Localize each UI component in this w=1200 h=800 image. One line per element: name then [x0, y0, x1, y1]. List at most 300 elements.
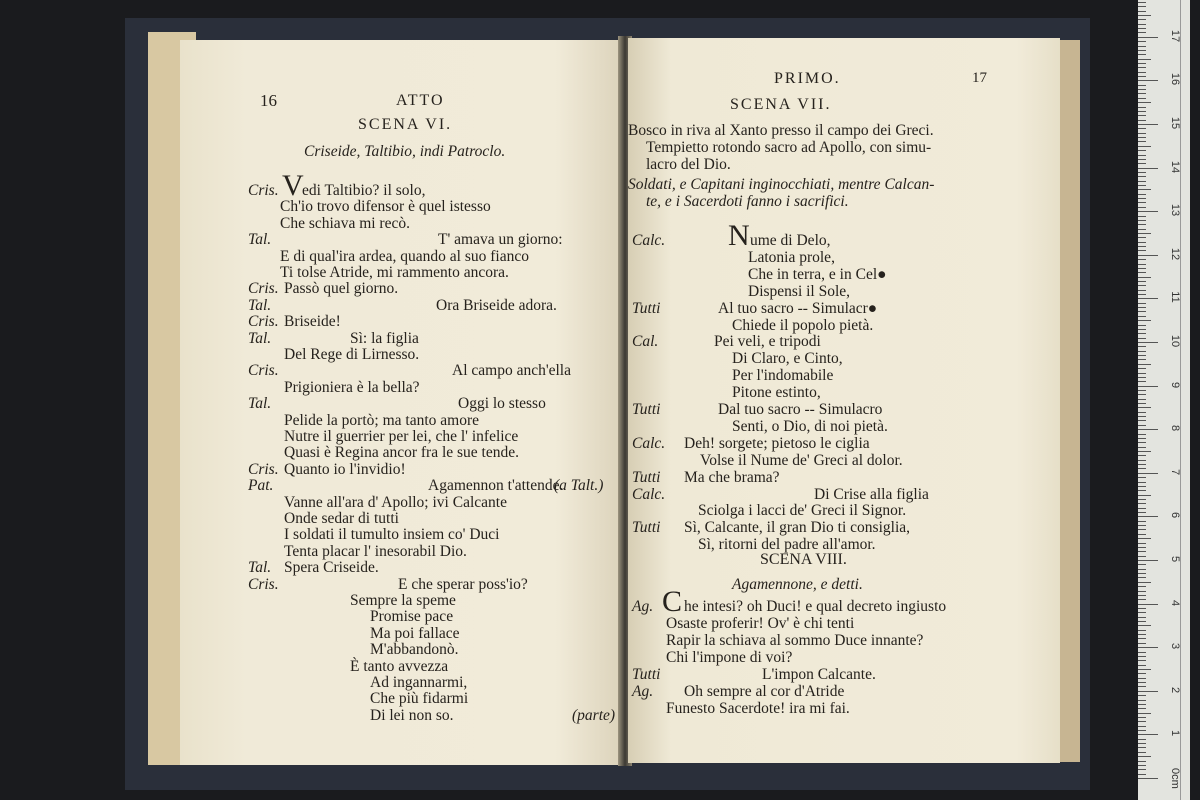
ruler-tick — [1138, 686, 1146, 687]
ruler-tick — [1138, 202, 1146, 203]
ruler-tick — [1138, 503, 1146, 504]
ruler-tick — [1138, 678, 1146, 679]
ruler-label: 13 — [1169, 204, 1181, 217]
speaker-label: Tutti — [632, 519, 661, 537]
ruler-tick — [1138, 80, 1158, 81]
dialogue-line: Chiede il popolo pietà. — [732, 316, 874, 334]
ruler-tick — [1138, 656, 1146, 657]
ruler-tick — [1138, 89, 1146, 90]
ruler-tick — [1138, 329, 1146, 330]
dialogue-line: Volse il Nume de' Greci al dolor. — [700, 451, 903, 469]
speaker-label: Calc. — [632, 485, 666, 503]
ruler-tick — [1138, 425, 1146, 426]
ruler-tick — [1138, 224, 1146, 225]
ruler-tick — [1138, 163, 1146, 164]
ruler-label: 0cm — [1169, 768, 1181, 789]
ruler-tick — [1138, 46, 1146, 47]
speaker-label: Cris. — [248, 280, 279, 298]
stage-note: (a Talt.) — [554, 477, 604, 495]
dialogue-line: Spera Criseide. — [284, 559, 379, 577]
dialogue-line: M'abbandonò. — [370, 641, 459, 659]
ruler-tick — [1138, 447, 1146, 448]
ruler-tick — [1138, 325, 1146, 326]
ruler-tick — [1138, 172, 1146, 173]
speaker-label: Tal. — [248, 329, 272, 347]
ruler-tick — [1138, 41, 1146, 42]
ruler-tick — [1138, 264, 1146, 265]
ruler-tick — [1138, 747, 1146, 748]
ruler-tick — [1138, 477, 1146, 478]
ruler-label: 14 — [1169, 160, 1181, 173]
ruler-tick — [1138, 695, 1146, 696]
ruler-tick — [1138, 111, 1146, 112]
ruler-tick — [1138, 63, 1146, 64]
ruler-label: 15 — [1169, 116, 1181, 130]
ruler-tick — [1138, 586, 1146, 587]
dialogue-line: Nutre il guerrier per lei, che l' infelice — [284, 428, 519, 445]
speaker-label: Cal. — [632, 333, 659, 351]
ruler-tick — [1138, 399, 1146, 400]
ruler-tick — [1138, 76, 1146, 77]
scene-title-vii: SCENA VII. — [730, 96, 832, 113]
dialogue-line: Pelide la portò; ma tanto amore — [284, 411, 479, 429]
dialogue-line: Briseide! — [284, 313, 341, 331]
ruler-tick — [1138, 486, 1146, 487]
speaker-label: Cris. — [248, 460, 279, 478]
ruler-tick — [1138, 516, 1158, 517]
ruler-tick — [1138, 320, 1151, 321]
dialogue-line: ume di Delo, — [750, 232, 831, 249]
ruler-tick — [1138, 342, 1158, 343]
ruler-tick — [1138, 660, 1146, 661]
ruler-tick — [1138, 390, 1146, 391]
ruler-tick — [1138, 647, 1158, 648]
ruler-tick — [1138, 482, 1146, 483]
ruler-tick — [1138, 141, 1146, 142]
speaker-label: Cris. — [248, 575, 279, 593]
dialogue-line: Ma che brama? — [684, 468, 780, 486]
ruler-tick — [1138, 756, 1151, 757]
ruler-tick — [1138, 285, 1146, 286]
dialogue-line: Che in terra, e in Cel● — [748, 265, 887, 283]
ruler-tick — [1138, 429, 1158, 430]
ruler-label: 10 — [1169, 334, 1181, 348]
ruler-tick — [1138, 612, 1146, 613]
ruler-tick — [1138, 573, 1146, 574]
ruler-tick — [1138, 438, 1146, 439]
ruler-tick — [1138, 373, 1146, 374]
ruler-tick — [1138, 708, 1146, 709]
ruler-tick — [1138, 115, 1146, 116]
ruler-tick — [1138, 368, 1146, 369]
ruler-tick — [1138, 386, 1158, 387]
left-page — [180, 40, 622, 765]
ruler-tick — [1138, 150, 1146, 151]
dialogue-line: Dal tuo sacro -- Simulacro — [718, 401, 883, 418]
ruler-tick — [1138, 50, 1146, 51]
running-head-right: PRIMO. — [774, 70, 841, 87]
dialogue-line: Del Rege di Lirnesso. — [284, 346, 420, 363]
speaker-label: Tutti — [632, 299, 661, 317]
ruler-tick — [1138, 726, 1146, 727]
ruler-tick — [1138, 704, 1146, 705]
ruler-label: 7 — [1169, 468, 1181, 475]
ruler-tick — [1138, 207, 1146, 208]
ruler-tick — [1138, 529, 1146, 530]
ruler-tick — [1138, 351, 1146, 352]
ruler-tick — [1138, 259, 1146, 260]
ruler-tick — [1138, 682, 1146, 683]
ruler-tick — [1138, 717, 1146, 718]
ruler-tick — [1138, 303, 1146, 304]
ruler-tick — [1138, 277, 1151, 278]
dialogue-line: Promise pace — [370, 608, 454, 626]
ruler-tick — [1138, 652, 1146, 653]
ruler-tick — [1138, 2, 1146, 3]
speaker-label: Calc. — [632, 232, 666, 249]
ruler-tick — [1138, 229, 1146, 230]
ruler-tick — [1138, 32, 1146, 33]
ruler-label: 5 — [1169, 555, 1181, 563]
ruler-tick — [1138, 713, 1151, 714]
ruler-tick — [1138, 107, 1146, 108]
ruler-label: 1 — [1169, 730, 1181, 737]
ruler-tick — [1138, 216, 1146, 217]
page-number-left: 16 — [260, 91, 277, 110]
setting-line: Tempietto rotondo sacro ad Apollo, con simu- — [646, 139, 932, 156]
ruler-tick — [1138, 634, 1146, 635]
ruler-label: 9 — [1169, 381, 1181, 388]
ruler-tick — [1138, 490, 1146, 491]
ruler-tick — [1138, 137, 1146, 138]
speaker-label: Tutti — [632, 468, 661, 486]
ruler-tick — [1138, 560, 1158, 561]
ruler-tick — [1138, 338, 1146, 339]
ruler-tick — [1138, 730, 1146, 731]
dialogue-line: Che schiava mi recò. — [280, 214, 410, 232]
ruler-tick — [1138, 700, 1146, 701]
dialogue-line: L'impon Calcante. — [762, 666, 876, 683]
dialogue-line: Sempre la speme — [350, 592, 456, 609]
ruler-tick — [1138, 168, 1158, 169]
ruler-tick — [1138, 6, 1146, 7]
ruler-tick — [1138, 752, 1146, 753]
ruler-label: 16 — [1169, 73, 1181, 86]
ruler-tick — [1138, 621, 1146, 622]
dialogue-line: È tanto avvezza — [350, 657, 449, 675]
dialogue-line: E che sperar poss'io? — [398, 575, 528, 593]
ruler-tick — [1138, 294, 1146, 295]
speaker-label: Cris. — [248, 313, 279, 331]
dialogue-line: Deh! sorgete; pietoso le ciglia — [684, 434, 870, 452]
ruler-tick — [1138, 194, 1146, 195]
ruler-tick — [1138, 577, 1146, 578]
ruler-tick — [1138, 407, 1151, 408]
dialogue-line: Pitone estinto, — [732, 384, 821, 402]
ruler-tick — [1138, 420, 1146, 421]
dialogue-line: Funesto Sacerdote! ira mi fai. — [666, 700, 850, 717]
ruler-tick — [1138, 185, 1146, 186]
dialogue-line: Chi l'impone di voi? — [666, 649, 793, 666]
dialogue-line: Tenta placar l' inesorabil Dio. — [284, 542, 467, 560]
dialogue-line: Senti, o Dio, di noi pietà. — [732, 417, 888, 435]
ruler-tick — [1138, 281, 1146, 282]
dialogue-line: Agamennon t'attende. — [428, 477, 564, 495]
ruler-tick — [1138, 403, 1146, 404]
ruler-tick — [1138, 346, 1146, 347]
dialogue-line: Sciolga i lacci de' Greci il Signor. — [698, 502, 907, 520]
speaker-label: Tal. — [248, 395, 272, 413]
dialogue-line: Per l'indomabile — [732, 367, 834, 385]
setting-line: Bosco in riva al Xanto presso il campo dei Greci. — [628, 122, 934, 139]
speaker-label: Pat. — [248, 477, 274, 495]
setting-line: lacro del Dio. — [646, 156, 731, 173]
ruler-tick — [1138, 181, 1146, 182]
dialogue-line: Passò quel giorno. — [284, 280, 399, 298]
ruler-tick — [1138, 765, 1146, 766]
dialogue-line: Ad ingannarmi, — [370, 674, 468, 691]
ruler-tick — [1138, 133, 1146, 134]
ruler-label: 11 — [1169, 291, 1181, 304]
ruler-tick — [1138, 176, 1146, 177]
scene-title-viii: SCENA VIII. — [760, 551, 847, 568]
ruler-tick — [1138, 508, 1146, 509]
dialogue-line: T' amava un giorno: — [438, 231, 563, 249]
dialogue-line: Di Crise alla figlia — [814, 485, 929, 503]
speaker-label: Tal. — [248, 296, 272, 314]
ruler-tick — [1138, 359, 1146, 360]
ruler-tick — [1138, 691, 1158, 692]
ruler-tick — [1138, 250, 1146, 251]
speaker-label: Ag. — [632, 683, 654, 700]
drop-cap: C — [662, 585, 683, 618]
dialogue-line: Sì, ritorni del padre all'amor. — [698, 536, 876, 554]
ruler-tick — [1138, 124, 1158, 125]
ruler-tick — [1138, 778, 1158, 779]
right-page — [628, 38, 1060, 763]
ruler-tick — [1138, 512, 1146, 513]
dialogue-line: Sì, Calcante, il gran Dio ti consiglia, — [684, 519, 910, 537]
ruler-tick — [1138, 311, 1146, 312]
ruler-tick — [1138, 669, 1151, 670]
speaker-label: Cris. — [248, 182, 279, 199]
dialogue-line: Di Claro, e Cinto, — [732, 350, 843, 368]
ruler-tick — [1138, 102, 1151, 103]
ruler-tick — [1138, 774, 1146, 775]
dialogue-line: Ti tolse Atride, mi rammento ancora. — [280, 264, 509, 281]
dialogue-line: Onde sedar di tutti — [284, 510, 399, 527]
ruler-tick — [1138, 416, 1146, 417]
ruler-tick — [1138, 599, 1146, 600]
ruler-tick — [1138, 24, 1146, 25]
ruler-label: 17 — [1169, 29, 1181, 42]
ruler-tick — [1138, 673, 1146, 674]
speaker-label: Tal. — [248, 231, 272, 249]
dialogue-line: Osaste proferir! Ov' è chi tenti — [666, 615, 855, 632]
ruler-tick — [1138, 189, 1151, 190]
ruler-tick — [1138, 316, 1146, 317]
dialogue-line: Ora Briseide adora. — [436, 296, 557, 314]
dialogue-line: he intesi? oh Duci! e qual decreto ingiusto — [684, 598, 947, 615]
ruler-label: 3 — [1169, 643, 1181, 650]
scene-characters-viii: Agamennone, e detti. — [732, 576, 863, 593]
ruler-tick — [1138, 595, 1146, 596]
ruler-tick — [1138, 394, 1146, 395]
ruler-tick — [1138, 246, 1146, 247]
ruler-tick — [1138, 582, 1151, 583]
ruler-tick — [1138, 377, 1146, 378]
drop-cap: V — [282, 169, 304, 202]
ruler-tick — [1138, 547, 1146, 548]
ruler-tick — [1138, 155, 1146, 156]
speaker-label: Tal. — [248, 559, 272, 577]
ruler-tick — [1138, 499, 1146, 500]
ruler-tick — [1138, 233, 1151, 234]
ruler-tick — [1138, 159, 1146, 160]
dialogue-line: Prigioniera è la bella? — [284, 378, 420, 396]
ruler-tick — [1138, 525, 1146, 526]
ruler-tick — [1138, 85, 1146, 86]
dialogue-line: E di qual'ira ardea, quando al suo fianco — [280, 247, 529, 265]
measurement-ruler — [1138, 0, 1190, 800]
ruler-tick — [1138, 237, 1146, 238]
ruler-tick — [1138, 146, 1151, 147]
ruler-tick — [1138, 564, 1146, 565]
scene-title: SCENA VI. — [358, 116, 453, 133]
ruler-tick — [1138, 54, 1146, 55]
ruler-tick — [1138, 451, 1151, 452]
ruler-tick — [1138, 211, 1158, 212]
ruler-tick — [1138, 643, 1146, 644]
dialogue-line: Pei veli, e tripodi — [714, 333, 821, 351]
ruler-tick — [1138, 521, 1146, 522]
ruler-label: 12 — [1169, 247, 1181, 260]
ruler-tick — [1138, 381, 1146, 382]
speaker-label: Ag. — [632, 598, 654, 615]
ruler-tick — [1138, 272, 1146, 273]
ruler-tick — [1138, 364, 1151, 365]
ruler-tick — [1138, 72, 1146, 73]
ruler-tick — [1138, 120, 1146, 121]
ruler-tick — [1138, 290, 1146, 291]
ruler-tick — [1138, 608, 1146, 609]
ruler-tick — [1138, 198, 1146, 199]
dialogue-line: Ma poi fallace — [370, 624, 460, 642]
dialogue-line: edi Taltibio? il solo, — [302, 182, 426, 199]
ruler-tick — [1138, 268, 1146, 269]
speaker-label: Tutti — [632, 401, 661, 418]
page-number-right: 17 — [972, 70, 987, 86]
ruler-tick — [1138, 591, 1146, 592]
dialogue-line: Rapir la schiava al sommo Duce innante? — [666, 632, 924, 649]
dialogue-line: Oggi lo stesso — [458, 395, 546, 413]
ruler-tick — [1138, 355, 1146, 356]
dialogue-line: Al tuo sacro -- Simulacr● — [718, 299, 878, 317]
ruler-tick — [1138, 534, 1146, 535]
ruler-tick — [1138, 28, 1146, 29]
ruler-tick — [1138, 15, 1151, 16]
dialogue-line: Sì: la figlia — [350, 329, 419, 347]
ruler-tick — [1138, 734, 1158, 735]
dialogue-line: Che più fidarmi — [370, 690, 469, 708]
ruler-tick — [1138, 242, 1146, 243]
ruler-tick — [1138, 617, 1146, 618]
dialogue-line: Di lei non so. — [370, 706, 454, 724]
ruler-tick — [1138, 434, 1146, 435]
ruler-tick — [1138, 460, 1146, 461]
ruler-tick — [1138, 220, 1146, 221]
dialogue-line: Dispensi il Sole, — [748, 282, 851, 300]
ruler-tick — [1138, 761, 1146, 762]
ruler-tick — [1138, 630, 1146, 631]
ruler-tick — [1138, 464, 1146, 465]
ruler-tick — [1138, 543, 1146, 544]
ruler-label: 2 — [1169, 686, 1181, 693]
ruler-tick — [1138, 37, 1158, 38]
dialogue-line: Al campo anch'ella — [452, 362, 571, 380]
dialogue-line: I soldati il tumulto insiem co' Duci — [284, 526, 500, 544]
stage-direction-line: te, e i Sacerdoti fanno i sacrifici. — [646, 193, 849, 210]
ruler-tick — [1138, 556, 1146, 557]
drop-cap: N — [728, 219, 750, 252]
dialogue-line: Vanne all'ara d' Apollo; ivi Calcante — [284, 493, 507, 511]
ruler-tick — [1138, 538, 1151, 539]
ruler-tick — [1138, 569, 1146, 570]
stage-note: (parte) — [572, 706, 616, 724]
ruler-tick — [1138, 743, 1146, 744]
dialogue-line: Quasi è Regina ancor fra le sue tende. — [284, 444, 519, 462]
dialogue-line: Quanto io l'invidio! — [284, 460, 406, 478]
ruler-tick — [1138, 19, 1146, 20]
ruler-tick — [1138, 625, 1151, 626]
ruler-tick — [1138, 255, 1158, 256]
ruler-tick — [1138, 495, 1151, 496]
ruler-tick — [1138, 11, 1146, 12]
scene-characters: Criseide, Taltibio, indi Patroclo. — [304, 143, 506, 160]
speaker-label: Calc. — [632, 434, 666, 452]
ruler-tick — [1138, 604, 1158, 605]
ruler-tick — [1138, 98, 1146, 99]
ruler-tick — [1138, 468, 1146, 469]
ruler-tick — [1138, 721, 1146, 722]
ruler-tick — [1138, 93, 1146, 94]
dialogue-line: Latonia prole, — [748, 248, 835, 266]
ruler-tick — [1138, 67, 1146, 68]
ruler-label: 4 — [1169, 599, 1181, 606]
ruler-tick — [1138, 298, 1158, 299]
ruler-tick — [1138, 59, 1151, 60]
ruler-tick — [1138, 307, 1146, 308]
stage-direction-line: Soldati, e Capitani inginocchiati, mentre Calcan- — [628, 176, 935, 193]
speaker-label: Cris. — [248, 362, 279, 380]
ruler-tick — [1138, 551, 1146, 552]
dialogue-line: Oh sempre al cor d'Atride — [684, 683, 845, 700]
speaker-label: Tutti — [632, 666, 661, 683]
ruler-tick — [1138, 333, 1146, 334]
ruler-tick — [1138, 442, 1146, 443]
running-head-left: ATTO — [396, 92, 445, 109]
ruler-tick — [1138, 739, 1146, 740]
ruler-label: 8 — [1169, 425, 1181, 432]
ruler-tick — [1138, 473, 1158, 474]
ruler-tick — [1138, 128, 1146, 129]
ruler-tick — [1138, 665, 1146, 666]
ruler-tick — [1138, 412, 1146, 413]
ruler-tick — [1138, 455, 1146, 456]
ruler-tick — [1138, 638, 1146, 639]
dialogue-line: Ch'io trovo difensor è quel istesso — [280, 198, 491, 216]
ruler-tick — [1138, 769, 1146, 770]
